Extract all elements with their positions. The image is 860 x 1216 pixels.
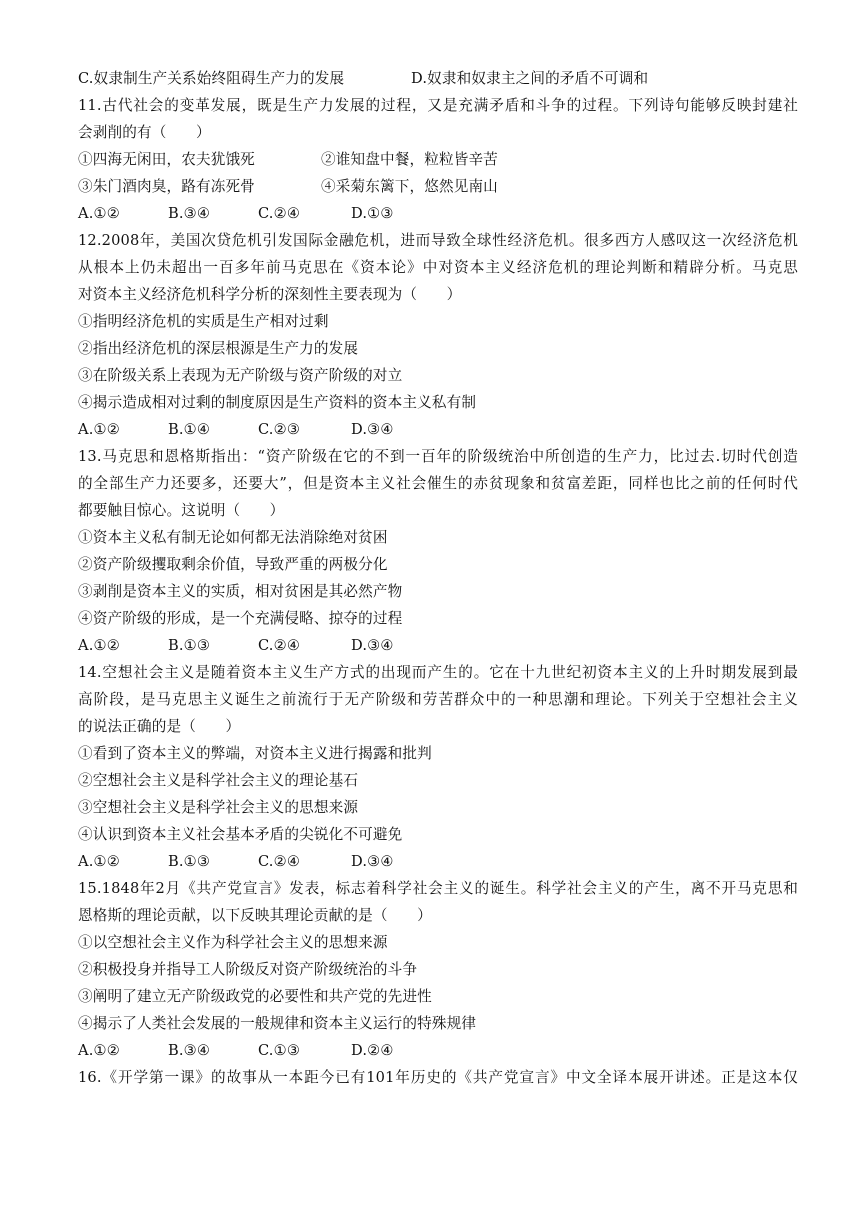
q13-item-3: ③剥削是资本主义的实质，相对贫困是其必然产物 — [78, 583, 403, 600]
choice-c: C.②④ — [258, 205, 301, 222]
choice-a: A.①② — [78, 853, 120, 870]
option-d: D.奴隶和奴隶主之间的矛盾不可调和 — [411, 70, 649, 87]
q15-item-1: ①以空想社会主义作为科学社会主义的思想来源 — [78, 934, 388, 951]
choice-a: A.①② — [78, 1042, 120, 1059]
choice-d: D.①③ — [351, 205, 394, 222]
choice-d: D.③④ — [351, 853, 394, 870]
q14-item-1: ①看到了资本主义的弊端，对资本主义进行揭露和批判 — [78, 745, 432, 762]
choice-d: D.③④ — [351, 421, 394, 438]
q14-item-2: ②空想社会主义是科学社会主义的理论基石 — [78, 772, 359, 789]
choice-b: B.③④ — [168, 1042, 211, 1059]
q13-stem-line-3: 都要触目惊心。这说明（ ） — [78, 502, 285, 519]
q11-item-1: ①四海无闲田，农夫犹饿死 — [78, 151, 255, 168]
q14-stem-line-1: 14.空想社会主义是随着资本主义生产方式的出现而产生的。它在十九世纪初资本主义的上升时期发展到最 — [78, 664, 798, 681]
choice-c: C.①③ — [258, 1042, 301, 1059]
option-c: C.奴隶制生产关系始终阻碍生产力的发展 — [78, 70, 345, 87]
q13-stem-line-1: 13.马克思和恩格斯指出：“资产阶级在它的不到一百年的阶级统治中所创造的生产力，比过去.切时代创造 — [78, 448, 798, 465]
q14-stem-line-2: 高阶段，是马克思主义诞生之前流行于无产阶级和劳苦群众中的一种思潮和理论。下列关于空想社会主义 — [78, 691, 798, 708]
q12-item-4: ④揭示造成相对过剩的制度原因是生产资料的资本主义私有制 — [78, 394, 477, 411]
choice-b: B.①③ — [168, 853, 211, 870]
q15-stem-line-1: 15.1848年2月《共产党宣言》发表，标志着科学社会主义的诞生。科学社会主义的产生，离不开马克思和 — [78, 880, 798, 897]
q12-item-2: ②指出经济危机的深层根源是生产力的发展 — [78, 340, 359, 357]
q11-item-3: ③朱门酒肉臭，路有冻死骨 — [78, 178, 255, 195]
choice-d: D.③④ — [351, 637, 394, 654]
q13-item-1: ①资本主义私有制无论如何都无法消除绝对贫困 — [78, 529, 388, 546]
q15-item-4: ④揭示了人类社会发展的一般规律和资本主义运行的特殊规律 — [78, 1015, 477, 1032]
q14-stem-line-3: 的说法正确的是（ ） — [78, 718, 241, 735]
q13-item-4: ④资产阶级的形成，是一个充满侵略、掠夺的过程 — [78, 610, 403, 627]
choice-c: C.②③ — [258, 421, 301, 438]
q13-stem-line-2: 的全部生产力还要多，还要大”，但是资本主义社会催生的赤贫现象和贫富差距，同样也比之前的任何时代 — [78, 475, 798, 492]
choice-c: C.②④ — [258, 637, 301, 654]
q12-item-1: ①指明经济危机的实质是生产相对过剩 — [78, 313, 329, 330]
choice-a: A.①② — [78, 205, 120, 222]
q12-stem-line-1: 12.2008年，美国次贷危机引发国际金融危机，进而导致全球性经济危机。很多西方人感叹这一次经济危机 — [78, 232, 798, 249]
choice-b: B.①③ — [168, 637, 211, 654]
q11-stem-line-1: 11.古代社会的变革发展，既是生产力发展的过程，又是充满矛盾和斗争的过程。下列诗句能够反映封建社 — [78, 97, 798, 114]
q14-item-4: ④认识到资本主义社会基本矛盾的尖锐化不可避免 — [78, 826, 403, 843]
q12-stem-line-2: 从根本上仍未超出一百多年前马克思在《资本论》中对资本主义经济危机的理论判断和精辟分析。马克思 — [78, 259, 798, 276]
q13-item-2: ②资产阶级攫取剩余价值，导致严重的两极分化 — [78, 556, 388, 573]
choice-d: D.②④ — [351, 1042, 394, 1059]
q12-item-3: ③在阶级关系上表现为无产阶级与资产阶级的对立 — [78, 367, 403, 384]
q11-stem-line-2: 会剥削的有（ ） — [78, 124, 211, 141]
q11-item-4: ④采菊东篱下，悠然见南山 — [321, 178, 498, 195]
q15-item-3: ③阐明了建立无产阶级政党的必要性和共产党的先进性 — [78, 988, 432, 1005]
q14-item-3: ③空想社会主义是科学社会主义的思想来源 — [78, 799, 359, 816]
choice-c: C.②④ — [258, 853, 301, 870]
choice-b: B.③④ — [168, 205, 211, 222]
choice-a: A.①② — [78, 637, 120, 654]
q11-item-2: ②谁知盘中餐，粒粒皆辛苦 — [321, 151, 498, 168]
q16-stem-line-1: 16.《开学第一课》的故事从一本距今已有101年历史的《共产党宣言》中文全译本展开讲述。正是这本仅 — [78, 1069, 798, 1086]
choice-b: B.①④ — [168, 421, 211, 438]
q15-stem-line-2: 恩格斯的理论贡献，以下反映其理论贡献的是（ ） — [78, 907, 432, 924]
q12-stem-line-3: 对资本主义经济危机科学分析的深刻性主要表现为（ ） — [78, 286, 462, 303]
choice-a: A.①② — [78, 421, 120, 438]
q15-item-2: ②积极投身并指导工人阶级反对资产阶级统治的斗争 — [78, 961, 418, 978]
